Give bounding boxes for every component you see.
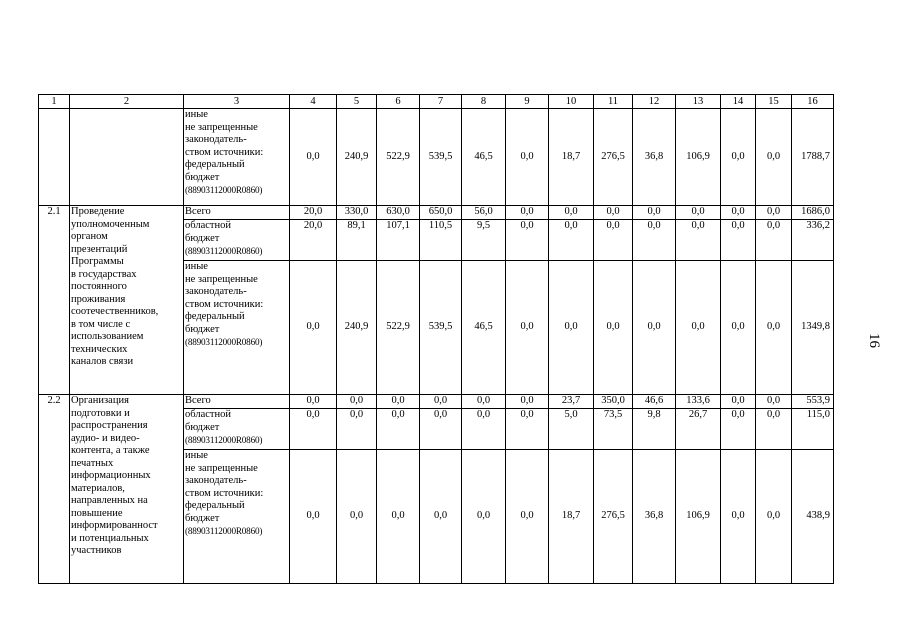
source-line: Всего [185,395,211,406]
value-cell: 18,7 [549,109,594,206]
value-cell: 336,2 [792,220,834,261]
column-header-3: 3 [184,95,290,109]
table-row [39,395,834,409]
value-cell: 36,8 [633,450,676,584]
value-cell: 0,0 [633,206,676,220]
value-cell: 0,0 [633,261,676,395]
row-name-line: постоянного [71,281,127,292]
value-cell: 438,9 [792,450,834,584]
value-cell: 0,0 [462,395,506,409]
row-name-line: проживания [71,293,126,305]
value-cell: 522,9 [377,261,420,395]
value-cell: 0,0 [721,206,756,220]
value-cell: 276,5 [594,109,633,206]
value-cell: 110,5 [420,220,462,261]
value-cell: 107,1 [377,220,420,261]
value-cell: 0,0 [462,409,506,450]
source-line: не запрещенные [185,121,258,133]
source-code: (88903112000R0860) [185,526,263,536]
value-cell: 0,0 [756,395,792,409]
value-cell: 0,0 [377,409,420,450]
source-code: (88903112000R0860) [185,185,263,195]
value-cell: 106,9 [676,450,721,584]
source-line: федеральный [185,159,245,170]
row-name-line: уполномоченным [71,218,150,230]
column-header-2: 2 [70,95,184,109]
value-cell: 0,0 [676,261,721,395]
value-cell: 0,0 [377,395,420,409]
source-cell [184,450,290,584]
page-number: 16 [866,333,882,348]
value-cell: 0,0 [721,409,756,450]
source-line: бюджет [185,171,220,183]
source-cell [184,261,290,395]
value-cell: 0,0 [721,261,756,395]
value-cell: 0,0 [594,261,633,395]
value-cell: 539,5 [420,109,462,206]
value-cell: 276,5 [594,450,633,584]
row-name-line: подготовки и [71,407,130,419]
value-cell: 350,0 [594,395,633,409]
source-line: иные [185,109,208,120]
value-cell: 9,5 [462,220,506,261]
source-code: (88903112000R0860) [185,337,263,347]
column-header-7: 7 [420,95,462,109]
value-cell: 46,5 [462,109,506,206]
value-cell: 240,9 [337,109,377,206]
source-line: не запрещенные [185,273,258,285]
value-cell: 330,0 [337,206,377,220]
column-header-12: 12 [633,95,676,109]
value-cell: 0,0 [721,109,756,206]
value-cell: 0,0 [721,450,756,584]
column-header-15: 15 [756,95,792,109]
value-cell: 5,0 [549,409,594,450]
value-cell: 1349,8 [792,261,834,395]
row-name-cell [70,206,184,395]
table-row [39,109,834,206]
value-cell: 522,9 [377,109,420,206]
column-header-16: 16 [792,95,834,109]
value-cell: 0,0 [506,395,549,409]
row-name-line: использованием [71,331,144,342]
value-cell: 0,0 [420,450,462,584]
value-cell: 0,0 [756,409,792,450]
source-line: иные [185,450,208,461]
value-cell: 18,7 [549,450,594,584]
source-line: Всего [185,206,211,217]
row-name-line: информированност [71,520,158,531]
row-name-line: материалов, [71,482,125,494]
value-cell: 0,0 [420,409,462,450]
row-name-line: информационных [71,470,151,481]
value-cell: 0,0 [594,220,633,261]
row-name-line: в государствах [71,268,137,280]
value-cell: 0,0 [721,395,756,409]
row-name-line: Проведение [71,206,125,217]
value-cell: 0,0 [721,220,756,261]
value-cell: 0,0 [290,409,337,450]
value-cell: 0,0 [676,206,721,220]
value-cell: 0,0 [420,395,462,409]
value-cell: 0,0 [756,450,792,584]
value-cell: 0,0 [377,450,420,584]
source-cell [184,395,290,409]
value-cell: 0,0 [337,395,377,409]
source-code: (88903112000R0860) [185,246,263,256]
value-cell: 0,0 [290,395,337,409]
source-line: областной [185,409,231,420]
value-cell: 0,0 [506,409,549,450]
value-cell: 0,0 [506,450,549,584]
value-cell: 46,5 [462,261,506,395]
source-line: не запрещенные [185,462,258,474]
value-cell: 1686,0 [792,206,834,220]
row-number: 2.1 [39,206,70,395]
column-header-11: 11 [594,95,633,109]
row-name-line: технических [71,343,128,355]
value-cell: 0,0 [756,220,792,261]
value-cell: 0,0 [549,206,594,220]
source-line: бюджет [185,232,220,244]
value-cell: 0,0 [290,450,337,584]
source-cell [184,409,290,450]
column-header-6: 6 [377,95,420,109]
value-cell: 89,1 [337,220,377,261]
value-cell: 650,0 [420,206,462,220]
source-line: ством источники: [185,298,264,310]
row-number: 2.2 [39,395,70,584]
row-name-line: и потенциальных [71,532,149,544]
row-name-line: распространения [71,420,148,431]
column-header-9: 9 [506,95,549,109]
source-line: ством источники: [185,146,264,158]
value-cell: 0,0 [506,220,549,261]
value-cell: 9,8 [633,409,676,450]
value-cell: 115,0 [792,409,834,450]
name-cell [70,109,184,206]
value-cell: 0,0 [676,220,721,261]
column-header-8: 8 [462,95,506,109]
value-cell: 56,0 [462,206,506,220]
column-header-13: 13 [676,95,721,109]
value-cell: 0,0 [549,220,594,261]
row-name-line: презентаций [71,243,128,255]
value-cell: 630,0 [377,206,420,220]
value-cell: 46,6 [633,395,676,409]
value-cell: 73,5 [594,409,633,450]
value-cell: 23,7 [549,395,594,409]
budget-table [38,94,834,584]
source-cell [184,206,290,220]
column-header-1: 1 [39,95,70,109]
value-cell: 0,0 [756,261,792,395]
row-name-line: повышение [71,507,123,519]
column-header-10: 10 [549,95,594,109]
value-cell: 539,5 [420,261,462,395]
value-cell: 0,0 [290,109,337,206]
source-cell [184,109,290,206]
value-cell: 0,0 [506,206,549,220]
row-name-line: Программы [71,256,124,267]
row-name-cell [70,395,184,584]
row-name-line: контента, а также [71,445,150,456]
column-number-header-row [39,95,834,109]
source-line: федеральный [185,311,245,322]
row-name-line: направленных на [71,495,148,506]
row-name-line: в том числе с [71,318,131,330]
value-cell: 26,7 [676,409,721,450]
value-cell: 0,0 [756,109,792,206]
value-cell: 20,0 [290,220,337,261]
value-cell: 0,0 [506,261,549,395]
row-name-line: Организация [71,395,129,406]
source-code: (88903112000R0860) [185,435,263,445]
value-cell: 0,0 [462,450,506,584]
value-cell: 1788,7 [792,109,834,206]
value-cell: 553,9 [792,395,834,409]
source-line: федеральный [185,500,245,511]
value-cell: 0,0 [549,261,594,395]
source-line: законодатель- [185,134,247,145]
table-body [39,95,834,584]
value-cell: 240,9 [337,261,377,395]
number-cell [39,109,70,206]
value-cell: 0,0 [337,409,377,450]
value-cell: 0,0 [290,261,337,395]
column-header-4: 4 [290,95,337,109]
row-name-line: печатных [71,457,114,469]
row-name-line: каналов связи [71,356,134,367]
value-cell: 36,8 [633,109,676,206]
value-cell: 0,0 [756,206,792,220]
source-line: бюджет [185,421,220,433]
source-line: бюджет [185,512,220,524]
source-line: областной [185,220,231,231]
value-cell: 106,9 [676,109,721,206]
row-name-line: соотечественников, [71,306,159,317]
value-cell: 0,0 [633,220,676,261]
source-cell [184,220,290,261]
source-line: законодатель- [185,475,247,486]
value-cell: 0,0 [337,450,377,584]
source-line: законодатель- [185,286,247,297]
value-cell: 0,0 [506,109,549,206]
source-line: бюджет [185,323,220,335]
row-name-line: участников [71,545,122,556]
value-cell: 133,6 [676,395,721,409]
column-header-5: 5 [337,95,377,109]
value-cell: 0,0 [594,206,633,220]
value-cell: 20,0 [290,206,337,220]
source-line: иные [185,261,208,272]
row-name-line: органом [71,231,108,242]
row-name-line: аудио- и видео- [71,432,140,444]
column-header-14: 14 [721,95,756,109]
table-row [39,206,834,220]
source-line: ством источники: [185,487,264,499]
